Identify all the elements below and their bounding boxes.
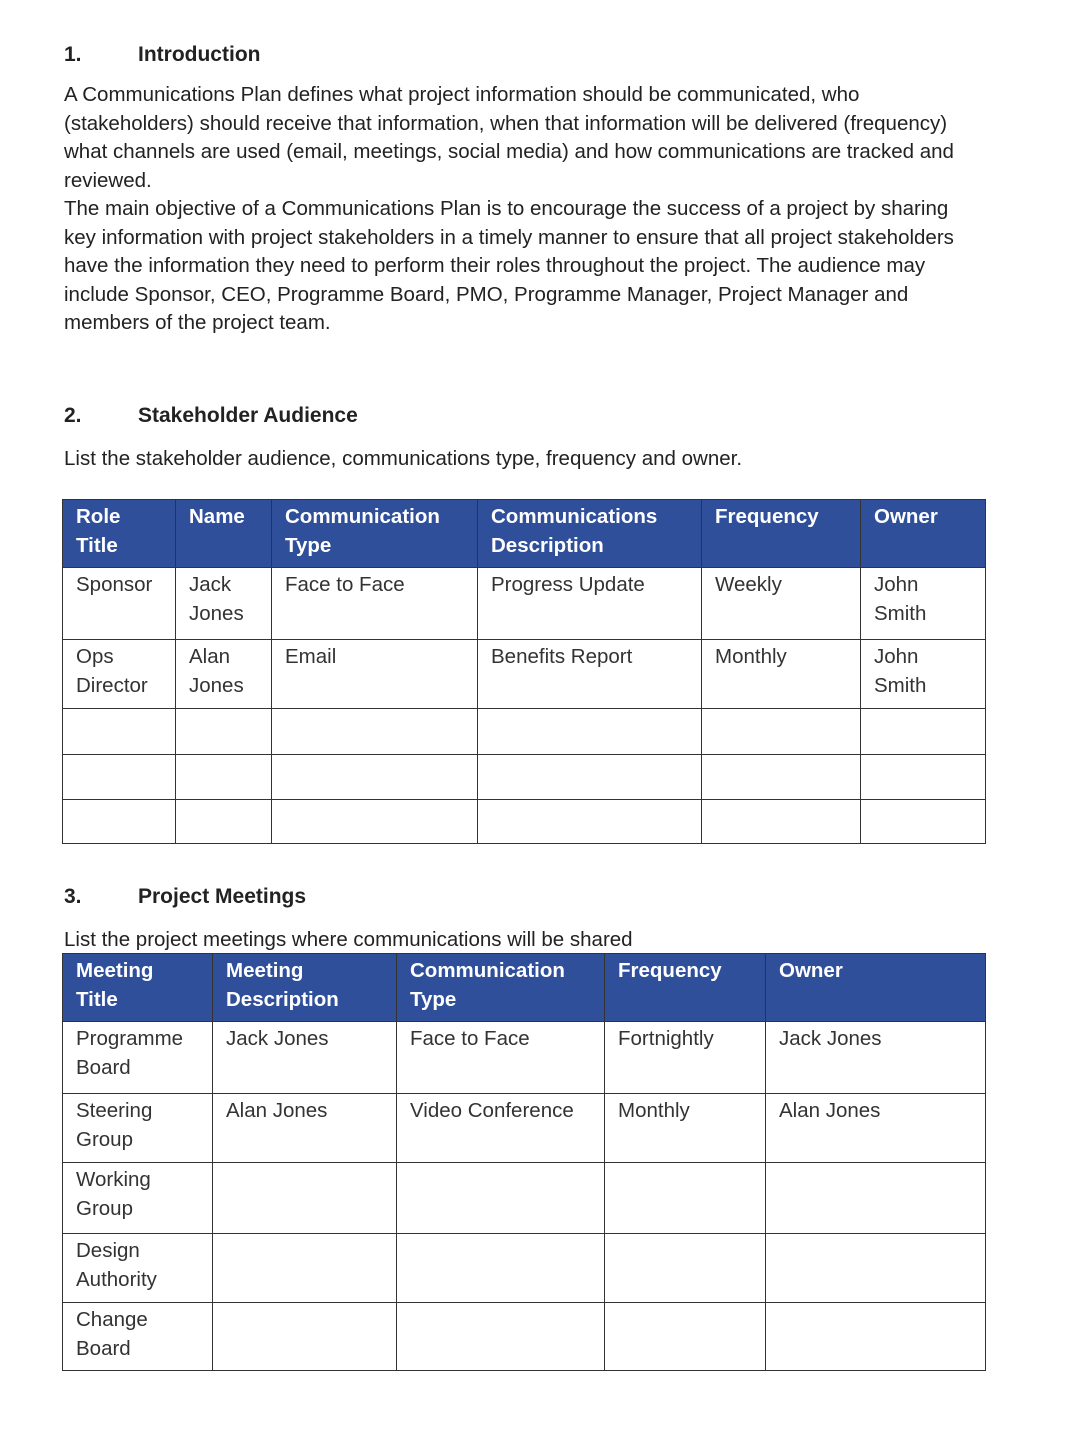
table-cell: John Smith — [861, 640, 986, 709]
column-header: Frequency — [605, 954, 766, 1022]
table-cell — [63, 709, 176, 755]
table-cell: Working Group — [63, 1163, 213, 1234]
table-cell — [605, 1303, 766, 1371]
column-header: Communication Type — [397, 954, 605, 1022]
table-cell — [213, 1234, 397, 1303]
table-cell: Jack Jones — [176, 568, 272, 640]
table-cell: Jack Jones — [766, 1022, 986, 1094]
header-row — [63, 954, 986, 1022]
section-3-heading — [64, 885, 306, 909]
section-title: Stakeholder Audience — [138, 404, 358, 427]
column-header: Owner — [766, 954, 986, 1022]
table-cell — [605, 1163, 766, 1234]
table-cell: Change Board — [63, 1303, 213, 1371]
table-cell — [861, 709, 986, 755]
column-header: Frequency — [702, 500, 861, 568]
table-cell — [766, 1163, 986, 1234]
table-cell — [861, 755, 986, 800]
section-number: 1. — [64, 43, 82, 66]
column-header: Owner — [861, 500, 986, 568]
table-cell: Alan Jones — [213, 1094, 397, 1163]
table-cell: Sponsor — [63, 568, 176, 640]
table-cell: Alan Jones — [176, 640, 272, 709]
column-header: Role Title — [63, 500, 176, 568]
table-cell — [478, 755, 702, 800]
section-title: Introduction — [138, 43, 261, 66]
table-row — [63, 568, 986, 640]
table-cell: Monthly — [605, 1094, 766, 1163]
section-number: 2. — [64, 404, 82, 427]
table-cell: Face to Face — [397, 1022, 605, 1094]
table-cell — [397, 1234, 605, 1303]
section-1-heading — [64, 43, 260, 67]
intro-paragraph-1: A Communications Plan defines what project information should be communicated, who (stakeholders) should receive that information, when that information will be delivered (frequency) what channels are used (email, meetings, social media) and how communications are tracked and reviewed. — [64, 83, 954, 192]
table-row — [63, 709, 986, 755]
section-number: 3. — [64, 885, 82, 908]
table-cell — [63, 755, 176, 800]
table-cell: Design Authority — [63, 1234, 213, 1303]
table-row — [63, 1234, 986, 1303]
project-meetings-table — [62, 953, 986, 1371]
table-cell: Programme Board — [63, 1022, 213, 1094]
table-row — [63, 1094, 986, 1163]
column-header: Meeting Title — [63, 954, 213, 1022]
table-cell — [272, 800, 478, 844]
table-cell — [702, 709, 861, 755]
table-cell — [861, 800, 986, 844]
stakeholder-audience-table — [62, 499, 986, 844]
table-cell — [176, 755, 272, 800]
table-cell: Steering Group — [63, 1094, 213, 1163]
table-cell: Face to Face — [272, 568, 478, 640]
table-cell: Fortnightly — [605, 1022, 766, 1094]
table-cell — [176, 709, 272, 755]
section-title: Project Meetings — [138, 885, 307, 908]
column-header: Meeting Description — [213, 954, 397, 1022]
table-cell — [272, 755, 478, 800]
table-cell — [702, 755, 861, 800]
column-header: Communication Type — [272, 500, 478, 568]
table-cell: Email — [272, 640, 478, 709]
table-row — [63, 800, 986, 844]
table-cell — [213, 1163, 397, 1234]
table-cell — [478, 709, 702, 755]
table-cell: John Smith — [861, 568, 986, 640]
section-2-intro: List the stakeholder audience, communications type, frequency and owner. — [64, 447, 743, 470]
table-cell — [766, 1234, 986, 1303]
column-header: Communications Description — [478, 500, 702, 568]
table-cell — [397, 1163, 605, 1234]
column-header: Name — [176, 500, 272, 568]
table-cell: Monthly — [702, 640, 861, 709]
table-cell — [213, 1303, 397, 1371]
header-row — [63, 500, 986, 568]
table-cell: Ops Director — [63, 640, 176, 709]
section-3-intro: List the project meetings where communications will be shared — [64, 928, 633, 951]
table-row — [63, 1163, 986, 1234]
section-2-heading — [64, 404, 358, 428]
table-row — [63, 755, 986, 800]
table-cell — [272, 709, 478, 755]
table-cell: Jack Jones — [213, 1022, 397, 1094]
table-cell — [478, 800, 702, 844]
table-cell — [605, 1234, 766, 1303]
table-row — [63, 1022, 986, 1094]
table-cell: Alan Jones — [766, 1094, 986, 1163]
table-cell — [397, 1303, 605, 1371]
table-cell — [766, 1303, 986, 1371]
table-cell — [702, 800, 861, 844]
table-cell: Benefits Report — [478, 640, 702, 709]
table-cell — [63, 800, 176, 844]
intro-paragraph-2: The main objective of a Communications Plan is to encourage the success of a project by sharing key information with project stakeholders in a timely manner to ensure that all project stakeholders have the information they need to perform their roles throughout the project. The audience may include Sponsor, CEO, Programme Board, PMO, Programme Manager, Project Manager and members of the project team. — [64, 197, 954, 334]
table-cell — [176, 800, 272, 844]
table-row — [63, 1303, 986, 1371]
table-cell: Progress Update — [478, 568, 702, 640]
table-cell: Weekly — [702, 568, 861, 640]
table-cell: Video Conference — [397, 1094, 605, 1163]
table-row — [63, 640, 986, 709]
